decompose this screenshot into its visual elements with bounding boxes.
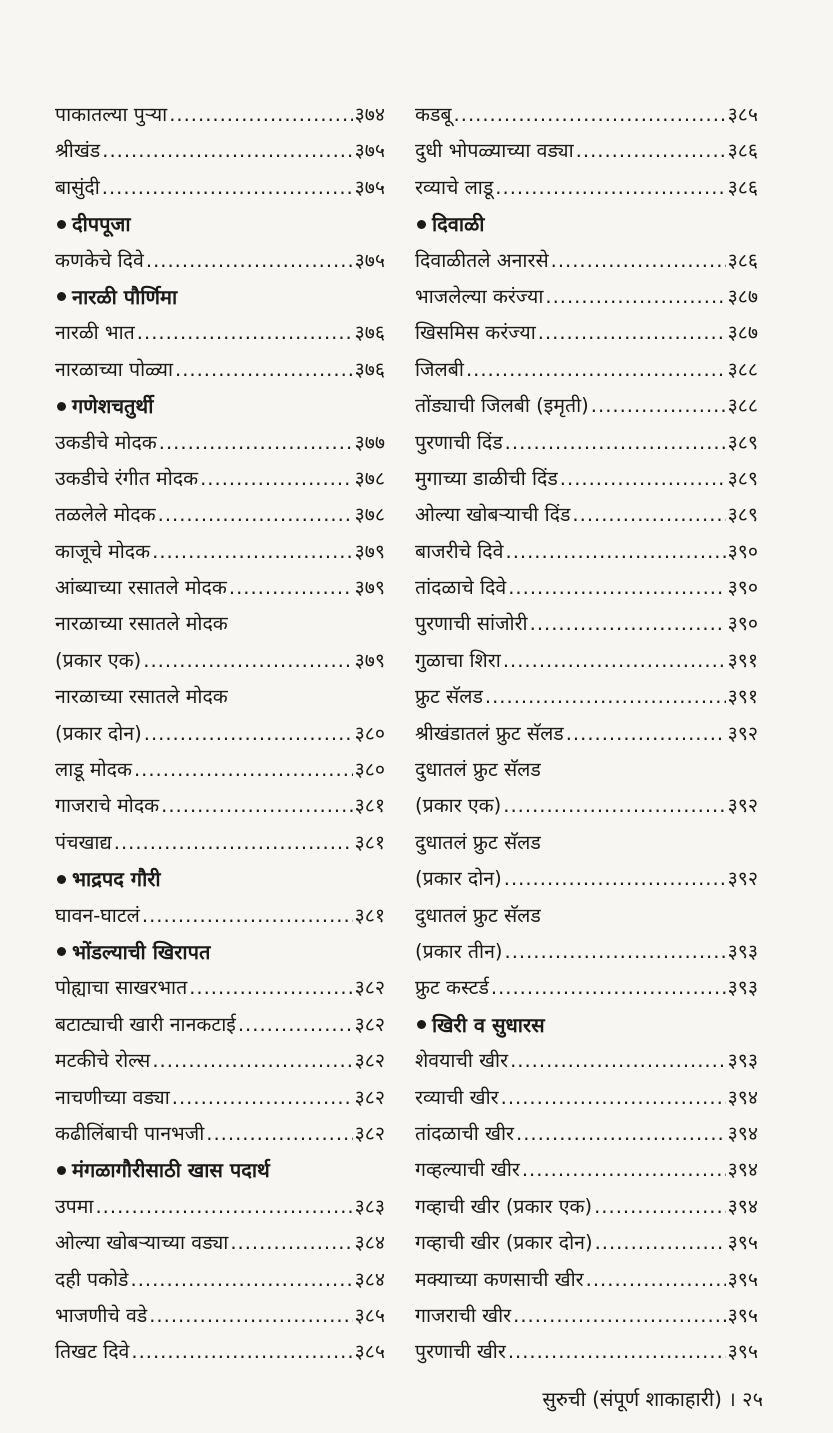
toc-entry bbox=[55, 425, 385, 461]
toc-entry bbox=[415, 788, 758, 824]
toc-entry bbox=[55, 97, 385, 133]
entry-title: श्रीखंड bbox=[55, 139, 101, 163]
toc-entry bbox=[415, 1334, 758, 1370]
dot-leader bbox=[506, 534, 726, 570]
toc-entry bbox=[415, 970, 758, 1006]
bullet-icon bbox=[57, 402, 66, 411]
entry-page-number: ३८६ bbox=[727, 248, 758, 272]
toc-left-column bbox=[55, 97, 385, 1371]
toc-entry bbox=[415, 425, 758, 461]
entry-title: उपमा bbox=[55, 1194, 94, 1218]
dot-leader bbox=[466, 352, 726, 388]
section-title: भाद्रपद गौरी bbox=[72, 867, 161, 892]
toc-entry bbox=[55, 1116, 385, 1152]
entry-title: मुगाच्या डाळीची दिंड bbox=[415, 466, 558, 490]
entry-page-number: ३७८ bbox=[354, 503, 385, 527]
entry-page-number: ३८५ bbox=[727, 103, 758, 126]
dot-leader bbox=[595, 1225, 726, 1261]
toc-right-column bbox=[415, 97, 758, 1371]
entry-title: तोंड्याची जिलबी (इमृती) bbox=[415, 394, 589, 418]
entry-page-number: ३७५ bbox=[354, 248, 385, 272]
toc-entry bbox=[415, 1189, 758, 1225]
entry-title: पुरणाची सांजोरी bbox=[415, 612, 528, 636]
dot-leader bbox=[522, 1152, 726, 1188]
entry-title: नाचणीच्या वड्या bbox=[55, 1085, 170, 1109]
toc-entry bbox=[55, 898, 385, 934]
toc-entry bbox=[415, 1298, 758, 1334]
section-heading bbox=[55, 1152, 385, 1188]
entry-title: (प्रकार एक) bbox=[415, 794, 502, 818]
dot-leader bbox=[131, 1334, 352, 1370]
toc-entry bbox=[415, 243, 758, 279]
entry-page-number: ३८९ bbox=[727, 466, 758, 490]
section-heading bbox=[415, 206, 758, 242]
entry-title: मक्याच्या कणसाची खीर bbox=[415, 1267, 584, 1291]
entry-title: गव्हाची खीर (प्रकार दोन) bbox=[415, 1231, 593, 1255]
entry-title: गव्हाची खीर (प्रकार एक) bbox=[415, 1194, 593, 1218]
entry-title: फ्रुट कस्टर्ड bbox=[415, 976, 489, 1000]
dot-leader bbox=[530, 606, 726, 642]
entry-title: पोह्याचा साखरभात bbox=[55, 976, 188, 1000]
entry-page-number: ३९४ bbox=[727, 1121, 758, 1145]
entry-page-number: ३९२ bbox=[727, 721, 758, 745]
entry-page-number: ३८२ bbox=[354, 1012, 385, 1036]
entry-title: ओल्या खोबऱ्याच्या वड्या bbox=[55, 1231, 229, 1255]
entry-title: तिखट दिवे bbox=[55, 1340, 130, 1364]
entry-title: नारळाच्या रसातले मोदक bbox=[55, 685, 228, 709]
entry-title: खिसमिस करंज्या bbox=[415, 321, 536, 345]
dot-leader bbox=[206, 1116, 352, 1152]
section-title: दीपपूजा bbox=[72, 212, 131, 237]
dot-leader bbox=[134, 752, 353, 788]
page-footer: सुरुची (संपूर्ण शाकाहारी) । २५ bbox=[542, 1387, 763, 1411]
toc-entry bbox=[55, 1262, 385, 1298]
dot-leader bbox=[508, 1334, 726, 1370]
bullet-icon bbox=[417, 220, 426, 229]
entry-page-number: ३८१ bbox=[354, 794, 385, 818]
entry-page-number: ३७५ bbox=[354, 139, 385, 163]
entry-page-number: ३८७ bbox=[727, 284, 758, 308]
toc-entry bbox=[55, 788, 385, 824]
dot-leader bbox=[102, 170, 353, 206]
entry-page-number: ३८७ bbox=[727, 321, 758, 345]
toc-entry bbox=[55, 133, 385, 169]
toc-entry bbox=[55, 570, 385, 606]
entry-title: लाडू मोदक bbox=[55, 758, 132, 782]
entry-page-number: ३९५ bbox=[727, 1303, 758, 1327]
entry-page-number: ३७९ bbox=[354, 576, 385, 600]
dot-leader bbox=[200, 461, 352, 497]
toc-entry bbox=[55, 534, 385, 570]
entry-page-number: ३७४ bbox=[354, 103, 385, 126]
entry-title: गव्हल्याची खीर bbox=[415, 1158, 520, 1182]
dot-leader bbox=[505, 934, 726, 970]
toc-entry bbox=[55, 170, 385, 206]
dot-leader bbox=[591, 388, 726, 424]
entry-page-number: ३८० bbox=[354, 721, 385, 745]
entry-title: आंब्याच्या रसातले मोदक bbox=[55, 576, 227, 600]
entry-title: तांदळाचे दिवे bbox=[415, 576, 507, 600]
section-heading bbox=[55, 388, 385, 424]
entry-title: रव्याचे लाडू bbox=[415, 175, 494, 199]
toc-entry bbox=[415, 534, 758, 570]
entry-page-number: ३८० bbox=[354, 758, 385, 782]
toc-entry bbox=[415, 315, 758, 351]
entry-title: घावन-घाटलं bbox=[55, 903, 140, 927]
entry-title: बासुंदी bbox=[55, 175, 100, 199]
dot-leader bbox=[513, 1298, 725, 1334]
dot-leader bbox=[172, 1080, 353, 1116]
toc-entry bbox=[415, 716, 758, 752]
toc-entry bbox=[415, 570, 758, 606]
entry-page-number: ३९५ bbox=[727, 1340, 758, 1364]
entry-page-number: ३८१ bbox=[354, 830, 385, 854]
dot-leader bbox=[169, 97, 352, 133]
section-heading bbox=[55, 206, 385, 242]
entry-page-number: ३९४ bbox=[727, 1085, 758, 1109]
toc-entry bbox=[415, 825, 758, 861]
section-title: भोंडल्याची खिरापत bbox=[72, 939, 211, 964]
toc-entry bbox=[415, 606, 758, 642]
toc-entry bbox=[55, 461, 385, 497]
dot-leader bbox=[149, 1298, 352, 1334]
toc-entry bbox=[55, 497, 385, 533]
section-title: गणेशचतुर्थी bbox=[72, 394, 154, 419]
dot-leader bbox=[491, 970, 726, 1006]
dot-leader bbox=[495, 170, 725, 206]
toc-entry bbox=[55, 1080, 385, 1116]
dot-leader bbox=[143, 643, 352, 679]
dot-leader bbox=[161, 788, 352, 824]
entry-title: कणकेचे दिवे bbox=[55, 248, 144, 272]
dot-leader bbox=[576, 133, 726, 169]
entry-page-number: ३८८ bbox=[727, 357, 758, 381]
entry-page-number: ३८८ bbox=[727, 394, 758, 418]
entry-page-number: ३९४ bbox=[727, 1194, 758, 1218]
dot-leader bbox=[95, 1189, 352, 1225]
entry-title: उकडीचे रंगीत मोदक bbox=[55, 466, 199, 490]
entry-page-number: ३८२ bbox=[354, 1085, 385, 1109]
entry-page-number: ३८२ bbox=[354, 1049, 385, 1073]
entry-page-number: ३८२ bbox=[354, 1121, 385, 1145]
entry-title: दुधातलं फ्रुट सॅलड bbox=[415, 830, 541, 854]
entry-page-number: ३८४ bbox=[354, 1231, 385, 1255]
entry-page-number: ३९१ bbox=[727, 685, 758, 709]
entry-title: तांदळाची खीर bbox=[415, 1121, 514, 1145]
dot-leader bbox=[545, 279, 725, 315]
entry-page-number: ३९२ bbox=[727, 867, 758, 891]
toc-entry bbox=[415, 352, 758, 388]
dot-leader bbox=[454, 97, 726, 133]
toc-entry bbox=[55, 679, 385, 715]
dot-leader bbox=[229, 570, 353, 606]
section-title: दिवाळी bbox=[432, 212, 485, 237]
bullet-icon bbox=[57, 1166, 66, 1175]
entry-title: कडबू bbox=[415, 103, 452, 126]
entry-title: बाजरीचे दिवे bbox=[415, 539, 504, 563]
dot-leader bbox=[516, 1116, 726, 1152]
toc-entry bbox=[415, 1043, 758, 1079]
dot-leader bbox=[572, 497, 725, 533]
entry-title: गाजराचे मोदक bbox=[55, 794, 160, 818]
toc-entry bbox=[415, 279, 758, 315]
toc-entry bbox=[415, 388, 758, 424]
dot-leader bbox=[152, 1043, 352, 1079]
toc-entry bbox=[55, 1225, 385, 1261]
entry-page-number: ३७६ bbox=[354, 321, 385, 345]
dot-leader bbox=[175, 352, 353, 388]
toc-entry bbox=[415, 1225, 758, 1261]
entry-title: नारळी भात bbox=[55, 321, 135, 345]
dot-leader bbox=[131, 1262, 353, 1298]
entry-page-number: ३९३ bbox=[727, 976, 758, 1000]
toc-entry bbox=[415, 643, 758, 679]
toc-entry bbox=[415, 1152, 758, 1188]
toc-entry bbox=[55, 1043, 385, 1079]
entry-title: तळलेले मोदक bbox=[55, 503, 156, 527]
toc-entry bbox=[55, 643, 385, 679]
entry-page-number: ३८९ bbox=[727, 503, 758, 527]
entry-page-number: ३८१ bbox=[354, 903, 385, 927]
entry-page-number: ३९० bbox=[727, 539, 758, 563]
entry-page-number: ३८६ bbox=[727, 139, 758, 163]
section-title: खिरी व सुधारस bbox=[432, 1012, 545, 1037]
dot-leader bbox=[510, 1043, 726, 1079]
entry-title: पुरणाची खीर bbox=[415, 1340, 506, 1364]
entry-title: काजूचे मोदक bbox=[55, 539, 151, 563]
dot-leader bbox=[505, 425, 726, 461]
toc-entry bbox=[55, 315, 385, 351]
toc-entry bbox=[415, 934, 758, 970]
entry-page-number: ३७९ bbox=[354, 648, 385, 672]
entry-title: नारळाच्या पोळ्या bbox=[55, 357, 173, 381]
entry-title: नारळाच्या रसातले मोदक bbox=[55, 612, 228, 636]
dot-leader bbox=[503, 788, 725, 824]
dot-leader bbox=[594, 1189, 725, 1225]
section-heading bbox=[415, 1007, 758, 1043]
entry-title: श्रीखंडातलं फ्रुट सॅलड bbox=[415, 721, 564, 745]
dot-leader bbox=[189, 970, 352, 1006]
entry-page-number: ३९१ bbox=[727, 648, 758, 672]
entry-title: पुरणाची दिंड bbox=[415, 430, 503, 454]
toc-entry bbox=[55, 825, 385, 861]
dot-leader bbox=[560, 461, 726, 497]
bullet-icon bbox=[57, 875, 66, 884]
entry-title: दुधातलं फ्रुट सॅलड bbox=[415, 758, 541, 782]
bullet-icon bbox=[57, 947, 66, 956]
entry-title: (प्रकार तीन) bbox=[415, 939, 503, 963]
dot-leader bbox=[538, 315, 726, 351]
entry-page-number: ३९३ bbox=[727, 939, 758, 963]
entry-title: दुधातलं फ्रुट सॅलड bbox=[415, 903, 541, 927]
toc-entry bbox=[415, 898, 758, 934]
entry-title: गुळाचा शिरा bbox=[415, 648, 501, 672]
entry-page-number: ३८२ bbox=[354, 976, 385, 1000]
toc-entry bbox=[415, 461, 758, 497]
toc-entry bbox=[415, 497, 758, 533]
entry-page-number: ३९५ bbox=[727, 1267, 758, 1291]
dot-leader bbox=[144, 716, 353, 752]
entry-title: जिलबी bbox=[415, 357, 464, 381]
dot-leader bbox=[485, 679, 726, 715]
entry-page-number: ३९३ bbox=[727, 1049, 758, 1073]
entry-page-number: ३७९ bbox=[354, 539, 385, 563]
dot-leader bbox=[566, 716, 726, 752]
entry-page-number: ३९० bbox=[727, 576, 758, 600]
bullet-icon bbox=[417, 1020, 426, 1029]
toc-entry bbox=[415, 861, 758, 897]
toc-entry bbox=[415, 133, 758, 169]
entry-title: दुधी भोपळ्याच्या वड्या bbox=[415, 139, 574, 163]
section-title: नारळी पौर्णिमा bbox=[72, 284, 178, 309]
toc-entry bbox=[415, 97, 758, 133]
entry-title: (प्रकार दोन) bbox=[55, 721, 142, 745]
toc-entry bbox=[415, 679, 758, 715]
entry-title: दिवाळीतले अनारसे bbox=[415, 248, 549, 272]
toc-entry bbox=[415, 1116, 758, 1152]
toc-entry bbox=[55, 970, 385, 1006]
dot-leader bbox=[152, 534, 352, 570]
toc-entry bbox=[55, 752, 385, 788]
entry-title: फ्रुट सॅलड bbox=[415, 685, 483, 709]
entry-title: (प्रकार दोन) bbox=[415, 867, 502, 891]
toc-entry bbox=[415, 1080, 758, 1116]
entry-title: भाजलेल्या करंज्या bbox=[415, 284, 544, 308]
section-heading bbox=[55, 861, 385, 897]
entry-title: उकडीचे मोदक bbox=[55, 430, 157, 454]
entry-title: शेवयाची खीर bbox=[415, 1049, 509, 1073]
entry-page-number: ३९४ bbox=[727, 1158, 758, 1182]
toc-entry bbox=[55, 716, 385, 752]
dot-leader bbox=[146, 243, 353, 279]
entry-page-number: ३८६ bbox=[727, 175, 758, 199]
section-heading bbox=[55, 279, 385, 315]
dot-leader bbox=[508, 570, 725, 606]
toc-entry bbox=[55, 606, 385, 642]
entry-title: दही पकोडे bbox=[55, 1267, 129, 1291]
dot-leader bbox=[114, 825, 353, 861]
entry-page-number: ३७५ bbox=[354, 175, 385, 199]
toc-entry bbox=[415, 170, 758, 206]
toc-entry bbox=[55, 1298, 385, 1334]
entry-page-number: ३८९ bbox=[727, 430, 758, 454]
entry-page-number: ३८४ bbox=[354, 1267, 385, 1291]
entry-title: (प्रकार एक) bbox=[55, 648, 142, 672]
section-heading bbox=[55, 934, 385, 970]
entry-page-number: ३८५ bbox=[354, 1303, 385, 1327]
dot-leader bbox=[159, 425, 353, 461]
entry-title: रव्याची खीर bbox=[415, 1085, 499, 1109]
bullet-icon bbox=[57, 220, 66, 229]
entry-title: भाजणीचे वडे bbox=[55, 1303, 148, 1327]
entry-title: मटकीचे रोल्स bbox=[55, 1049, 151, 1073]
toc-entry bbox=[55, 352, 385, 388]
entry-page-number: ३७६ bbox=[354, 357, 385, 381]
entry-title: कढीलिंबाची पानभजी bbox=[55, 1121, 205, 1145]
dot-leader bbox=[137, 315, 353, 351]
toc-entry bbox=[55, 1189, 385, 1225]
toc-entry bbox=[55, 1334, 385, 1370]
dot-leader bbox=[158, 497, 353, 533]
dot-leader bbox=[142, 898, 353, 934]
entry-page-number: ३८५ bbox=[354, 1340, 385, 1364]
entry-page-number: ३९५ bbox=[727, 1231, 758, 1255]
entry-page-number: ३९० bbox=[727, 612, 758, 636]
entry-title: ओल्या खोबऱ्याची दिंड bbox=[415, 503, 571, 527]
entry-page-number: ३९२ bbox=[727, 794, 758, 818]
dot-leader bbox=[551, 243, 726, 279]
dot-leader bbox=[230, 1225, 352, 1261]
dot-leader bbox=[238, 1007, 353, 1043]
toc-entry bbox=[55, 243, 385, 279]
entry-page-number: ३७८ bbox=[354, 466, 385, 490]
entry-title: बटाट्याची खारी नानकटाई bbox=[55, 1012, 236, 1036]
toc-entry bbox=[55, 1007, 385, 1043]
toc-entry bbox=[415, 1262, 758, 1298]
dot-leader bbox=[503, 643, 726, 679]
dot-leader bbox=[102, 133, 352, 169]
dot-leader bbox=[504, 861, 726, 897]
toc-entry bbox=[415, 752, 758, 788]
bullet-icon bbox=[57, 292, 66, 301]
entry-title: पंचखाद्य bbox=[55, 830, 112, 854]
entry-title: पाकातल्या पुऱ्या bbox=[55, 103, 168, 126]
section-title: मंगळागौरीसाठी खास पदार्थ bbox=[72, 1158, 270, 1183]
dot-leader bbox=[586, 1262, 726, 1298]
entry-page-number: ३७७ bbox=[354, 430, 385, 454]
entry-title: गाजराची खीर bbox=[415, 1303, 512, 1327]
dot-leader bbox=[501, 1080, 726, 1116]
entry-page-number: ३८३ bbox=[354, 1194, 385, 1218]
